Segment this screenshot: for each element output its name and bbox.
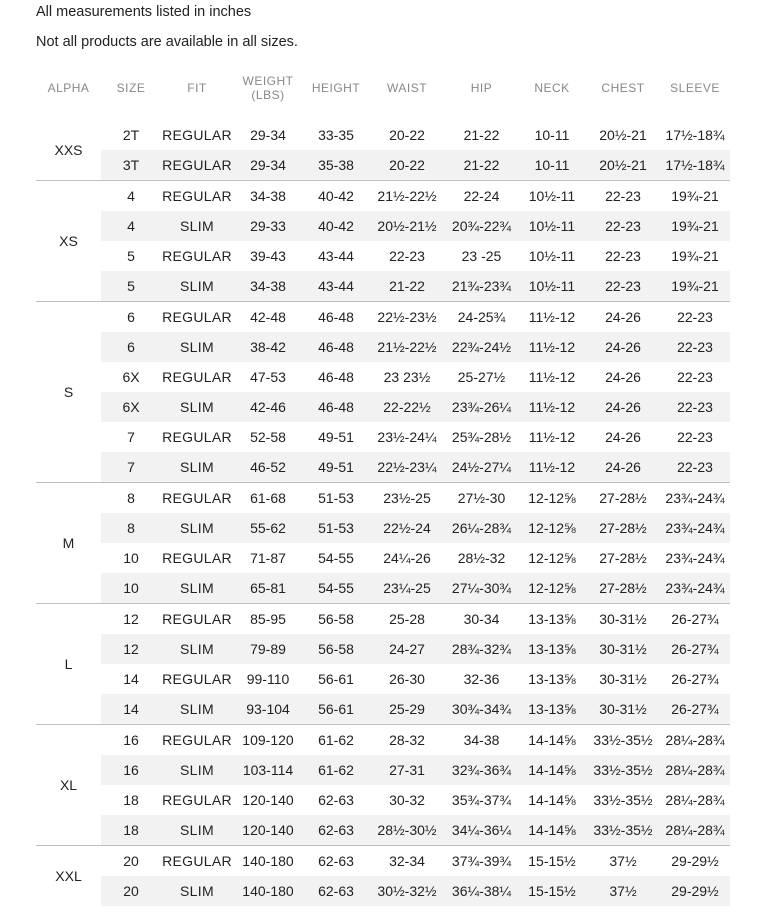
table-row (36, 573, 730, 604)
weight-cell: 38-42 (233, 332, 303, 362)
table-row (36, 755, 730, 785)
header-row (36, 70, 730, 106)
hip-cell: 28¾-32¾ (445, 634, 518, 664)
chest-cell: 27-28½ (586, 483, 660, 514)
hip-cell: 32¾-36¾ (445, 755, 518, 785)
neck-cell: 13-13⅝ (518, 694, 586, 725)
weight-cell: 99-110 (246, 671, 290, 687)
height-cell: 62-63 (303, 815, 369, 846)
size-cell: 12 (101, 604, 161, 635)
table-row (36, 120, 730, 150)
alpha-size-cell: L (36, 604, 101, 725)
sleeve-cell: 19¾-21 (660, 271, 730, 302)
height-cell: 56-58 (303, 604, 369, 635)
chest-cell: 24-26 (605, 429, 641, 445)
fit-cell: REGULAR (161, 150, 233, 181)
height-cell: 40-42 (303, 211, 369, 241)
table-row (36, 604, 730, 635)
weight-cell: 120-140 (242, 792, 294, 808)
height-cell: 54-55 (303, 573, 369, 604)
weight-cell: 65-81 (233, 573, 303, 604)
table-row (36, 211, 730, 241)
fit-cell: SLIM (161, 634, 233, 664)
weight-cell: 61-68 (233, 483, 303, 514)
table-row (36, 543, 730, 573)
waist-cell: 32-34 (369, 846, 445, 877)
sleeve-cell: 22-23 (677, 369, 713, 385)
size-cell: 20 (101, 846, 161, 877)
waist-cell: 30½-32½ (369, 876, 445, 906)
height-cell: 61-62 (303, 725, 369, 756)
size-cell: 6X (122, 369, 140, 385)
chest-cell: 33½-35½ (586, 755, 660, 785)
size-cell: 6 (101, 332, 161, 362)
chest-cell: 33½-35½ (586, 725, 660, 756)
neck-cell: 11½-12 (518, 332, 586, 362)
hip-cell: 30¾-34¾ (445, 694, 518, 725)
height-cell: 62-63 (303, 846, 369, 877)
hip-cell: 26¼-28¾ (445, 513, 518, 543)
height-cell: 56-61 (318, 671, 354, 687)
neck-cell: 10½-11 (518, 181, 586, 212)
height-cell: 43-44 (318, 248, 354, 264)
chest-cell: 33½-35½ (586, 815, 660, 846)
height-cell: 62-63 (303, 876, 369, 906)
sleeve-cell: 19¾-21 (660, 181, 730, 212)
hip-cell: 34-38 (445, 725, 518, 756)
weight-cell: 93-104 (233, 694, 303, 725)
alpha-size-cell: XL (36, 725, 101, 846)
waist-cell: 23½-25 (369, 483, 445, 514)
size-chart-table (36, 70, 730, 906)
neck-cell: 13-13⅝ (528, 671, 576, 687)
waist-cell: 22½-24 (369, 513, 445, 543)
table-row (36, 483, 730, 514)
fit-cell: REGULAR (162, 369, 232, 385)
height-cell: 51-53 (303, 513, 369, 543)
table-row (36, 513, 730, 543)
hip-cell: 24-25¾ (445, 302, 518, 333)
sleeve-cell: 26-27¾ (671, 671, 719, 687)
neck-cell: 11½-12 (518, 302, 586, 333)
neck-cell: 12-12⅝ (528, 550, 576, 566)
waist-cell: 23¼-25 (369, 573, 445, 604)
neck-cell: 14-14⅝ (518, 815, 586, 846)
hip-cell: 21-22 (463, 127, 500, 143)
waist-cell: 28-32 (369, 725, 445, 756)
neck-cell: 14-14⅝ (518, 725, 586, 756)
header-weight-unit: (LBS) (251, 88, 285, 102)
size-cell: 20 (101, 876, 161, 906)
fit-cell: REGULAR (161, 725, 233, 756)
hip-cell: 20¾-22¾ (445, 211, 518, 241)
header-height: HEIGHT (311, 81, 361, 95)
table-row (36, 422, 730, 452)
size-cell: 7 (101, 452, 161, 483)
neck-cell: 10-11 (518, 150, 586, 181)
chest-cell: 22-23 (586, 181, 660, 212)
size-cell: 6X (101, 392, 161, 422)
height-cell: 43-44 (303, 271, 369, 302)
hip-cell: 34¼-36¼ (445, 815, 518, 846)
waist-cell: 20½-21½ (369, 211, 445, 241)
hip-cell: 36¼-38¼ (445, 876, 518, 906)
table-row (36, 634, 730, 664)
hip-cell: 27½-30 (445, 483, 518, 514)
fit-cell: REGULAR (162, 248, 232, 264)
hip-cell: 25¾-28½ (451, 429, 512, 445)
header-chest: CHEST (601, 81, 645, 95)
chest-cell: 20½-21 (586, 150, 660, 181)
hip-cell: 24½-27¼ (445, 452, 518, 483)
fit-cell: SLIM (161, 755, 233, 785)
sleeve-cell: 19¾-21 (660, 211, 730, 241)
neck-cell: 10½-11 (528, 248, 576, 264)
table-row (36, 241, 730, 271)
waist-cell: 26-30 (389, 671, 425, 687)
neck-cell: 12-12⅝ (518, 573, 586, 604)
size-cell: 18 (123, 792, 139, 808)
waist-cell: 21½-22½ (369, 181, 445, 212)
weight-cell: 55-62 (233, 513, 303, 543)
sleeve-cell: 28¼-28¾ (665, 792, 725, 808)
header-weight-label: WEIGHT (242, 74, 294, 88)
alpha-size-cell: XXS (36, 120, 101, 181)
height-cell: 35-38 (303, 150, 369, 181)
table-row (36, 150, 730, 181)
fit-cell: SLIM (161, 815, 233, 846)
weight-cell: 42-46 (233, 392, 303, 422)
chest-cell: 30-31½ (586, 604, 660, 635)
chest-cell: 30-31½ (599, 671, 647, 687)
height-cell: 46-48 (303, 302, 369, 333)
size-cell: 14 (123, 671, 139, 687)
weight-cell: 109-120 (233, 725, 303, 756)
hip-cell: 22¾-24½ (445, 332, 518, 362)
fit-cell: REGULAR (162, 792, 232, 808)
fit-cell: REGULAR (162, 429, 232, 445)
header-waist: WAIST (386, 81, 428, 95)
weight-cell: 71-87 (250, 550, 286, 566)
table-row (36, 181, 730, 212)
table-row (36, 452, 730, 483)
size-cell: 4 (101, 181, 161, 212)
weight-cell: 85-95 (233, 604, 303, 635)
fit-cell: REGULAR (162, 550, 232, 566)
table-row (36, 362, 730, 392)
fit-cell: SLIM (161, 392, 233, 422)
sleeve-cell: 22-23 (660, 392, 730, 422)
table-row (36, 271, 730, 302)
chest-cell: 24-26 (605, 369, 641, 385)
table-row (36, 664, 730, 694)
height-cell: 51-53 (303, 483, 369, 514)
size-cell: 18 (101, 815, 161, 846)
fit-cell: REGULAR (161, 302, 233, 333)
alpha-size-cell: XS (36, 181, 101, 302)
sleeve-cell: 28¼-28¾ (660, 725, 730, 756)
sleeve-cell: 28¼-28¾ (660, 815, 730, 846)
measurement-note: All measurements listed in inches (36, 4, 252, 20)
chest-cell: 22-23 (586, 271, 660, 302)
waist-cell: 22½-23¼ (369, 452, 445, 483)
hip-cell: 23 -25 (461, 248, 502, 264)
height-cell: 56-58 (303, 634, 369, 664)
weight-cell: 39-43 (250, 248, 286, 264)
neck-cell: 12-12⅝ (518, 513, 586, 543)
weight-cell: 42-48 (233, 302, 303, 333)
table-row (36, 332, 730, 362)
waist-cell: 23½-24¼ (377, 429, 437, 445)
chest-cell: 27-28½ (586, 513, 660, 543)
sleeve-cell: 26-27¾ (660, 634, 730, 664)
fit-cell: REGULAR (161, 181, 233, 212)
height-cell: 61-62 (303, 755, 369, 785)
fit-cell: SLIM (161, 694, 233, 725)
table-row (36, 846, 730, 877)
waist-cell: 25-28 (369, 604, 445, 635)
table-row (36, 876, 730, 906)
weight-cell: 120-140 (233, 815, 303, 846)
sleeve-cell: 22-23 (677, 429, 713, 445)
neck-cell: 10½-11 (518, 271, 586, 302)
header-weight (233, 70, 303, 106)
weight-cell: 79-89 (233, 634, 303, 664)
sleeve-cell: 26-27¾ (660, 694, 730, 725)
height-cell: 56-61 (303, 694, 369, 725)
size-cell: 16 (101, 725, 161, 756)
fit-cell: SLIM (161, 452, 233, 483)
sleeve-cell: 22-23 (660, 452, 730, 483)
table-row (36, 815, 730, 846)
waist-cell: 24¼-26 (383, 550, 431, 566)
size-cell: 4 (101, 211, 161, 241)
weight-cell: 140-180 (233, 876, 303, 906)
neck-cell: 11½-12 (528, 369, 576, 385)
size-cell: 10 (123, 550, 139, 566)
alpha-size-cell: XXL (36, 846, 101, 907)
chest-cell: 27-28½ (586, 573, 660, 604)
neck-cell: 14-14⅝ (518, 755, 586, 785)
chest-cell: 30-31½ (586, 694, 660, 725)
chest-cell: 22-23 (605, 248, 641, 264)
waist-cell: 20-22 (389, 127, 425, 143)
chest-cell: 30-31½ (586, 634, 660, 664)
header-hip: HIP (470, 81, 493, 95)
weight-cell: 103-114 (233, 755, 303, 785)
chest-cell: 37½ (586, 846, 660, 877)
size-cell: 8 (101, 483, 161, 514)
height-cell: 46-48 (318, 369, 354, 385)
weight-cell: 52-58 (250, 429, 286, 445)
size-cell: 7 (127, 429, 135, 445)
fit-cell: REGULAR (161, 846, 233, 877)
sleeve-cell: 17½-18¾ (660, 150, 730, 181)
hip-cell: 37¾-39¾ (445, 846, 518, 877)
header-fit: FIT (187, 81, 207, 95)
hip-cell: 32-36 (463, 671, 500, 687)
fit-cell: SLIM (161, 513, 233, 543)
fit-cell: REGULAR (161, 604, 233, 635)
neck-cell: 15-15½ (518, 846, 586, 877)
fit-cell: SLIM (161, 573, 233, 604)
waist-cell: 30-32 (389, 792, 425, 808)
chest-cell: 37½ (586, 876, 660, 906)
chest-cell: 24-26 (586, 302, 660, 333)
waist-cell: 20-22 (369, 150, 445, 181)
sleeve-cell: 29-29½ (660, 876, 730, 906)
weight-cell: 29-34 (250, 127, 286, 143)
waist-cell: 28½-30½ (369, 815, 445, 846)
weight-cell: 140-180 (233, 846, 303, 877)
neck-cell: 15-15½ (518, 876, 586, 906)
height-cell: 46-48 (303, 392, 369, 422)
size-cell: 10 (101, 573, 161, 604)
chest-cell: 33½-35½ (593, 792, 653, 808)
waist-cell: 27-31 (369, 755, 445, 785)
sleeve-cell: 28¼-28¾ (660, 755, 730, 785)
size-cell: 5 (101, 271, 161, 302)
hip-cell: 23¾-26¼ (445, 392, 518, 422)
hip-cell: 28½-32 (457, 550, 506, 566)
hip-cell: 30-34 (445, 604, 518, 635)
chest-cell: 22-23 (586, 211, 660, 241)
height-cell: 46-48 (303, 332, 369, 362)
weight-cell: 46-52 (233, 452, 303, 483)
fit-cell: SLIM (161, 332, 233, 362)
hip-cell: 27¼-30¾ (445, 573, 518, 604)
table-row (36, 785, 730, 815)
table-row (36, 725, 730, 756)
weight-cell: 34-38 (233, 271, 303, 302)
hip-cell: 21¾-23¾ (445, 271, 518, 302)
fit-cell: REGULAR (162, 671, 232, 687)
hip-cell: 21-22 (445, 150, 518, 181)
chest-cell: 27-28½ (599, 550, 647, 566)
neck-cell: 13-13⅝ (518, 604, 586, 635)
size-cell: 3T (101, 150, 161, 181)
size-cell: 12 (101, 634, 161, 664)
fit-cell: REGULAR (161, 483, 233, 514)
alpha-size-cell: S (36, 302, 101, 483)
waist-cell: 22½-23½ (369, 302, 445, 333)
chest-cell: 20½-21 (599, 127, 647, 143)
neck-cell: 10½-11 (518, 211, 586, 241)
neck-cell: 13-13⅝ (518, 634, 586, 664)
size-cell: 5 (127, 248, 135, 264)
fit-cell: SLIM (161, 271, 233, 302)
sleeve-cell: 23¾-24¾ (660, 573, 730, 604)
sleeve-cell: 23¾-24¾ (665, 550, 725, 566)
waist-cell: 24-27 (369, 634, 445, 664)
size-chart-body (36, 120, 730, 906)
hip-cell: 25-27½ (457, 369, 506, 385)
weight-cell: 29-34 (233, 150, 303, 181)
table-row (36, 694, 730, 725)
sleeve-cell: 19¾-21 (671, 248, 719, 264)
hip-cell: 22-24 (445, 181, 518, 212)
header-size: SIZE (116, 81, 146, 95)
chest-cell: 24-26 (586, 452, 660, 483)
hip-cell: 35¾-37¾ (451, 792, 512, 808)
weight-cell: 47-53 (250, 369, 286, 385)
height-cell: 49-51 (318, 429, 354, 445)
neck-cell: 14-14⅝ (528, 792, 576, 808)
fit-cell: REGULAR (162, 127, 232, 143)
waist-cell: 22-22½ (369, 392, 445, 422)
neck-cell: 11½-12 (518, 392, 586, 422)
header-alpha: ALPHA (47, 81, 90, 95)
height-cell: 54-55 (318, 550, 354, 566)
table-row (36, 392, 730, 422)
neck-cell: 11½-12 (518, 452, 586, 483)
size-cell: 16 (101, 755, 161, 785)
height-cell: 49-51 (303, 452, 369, 483)
waist-cell: 22-23 (389, 248, 425, 264)
sleeve-cell: 23¾-24¾ (660, 513, 730, 543)
height-cell: 40-42 (303, 181, 369, 212)
sleeve-cell: 29-29½ (660, 846, 730, 877)
alpha-size-cell: M (36, 483, 101, 604)
neck-cell: 12-12⅝ (518, 483, 586, 514)
sleeve-cell: 26-27¾ (660, 604, 730, 635)
header-sleeve: SLEEVE (670, 81, 720, 95)
height-cell: 33-35 (318, 127, 354, 143)
chest-cell: 24-26 (586, 392, 660, 422)
size-cell: 6 (101, 302, 161, 333)
fit-cell: SLIM (161, 211, 233, 241)
size-cell: 2T (122, 127, 140, 143)
waist-cell: 23 23½ (383, 369, 431, 385)
sleeve-cell: 22-23 (660, 332, 730, 362)
waist-cell: 25-29 (369, 694, 445, 725)
header-neck: NECK (534, 81, 570, 95)
neck-cell: 11½-12 (528, 429, 576, 445)
sleeve-cell: 17½-18¾ (665, 127, 725, 143)
availability-note: Not all products are available in all sizes. (36, 34, 298, 50)
height-cell: 62-63 (318, 792, 354, 808)
waist-cell: 21½-22½ (369, 332, 445, 362)
weight-cell: 34-38 (233, 181, 303, 212)
fit-cell: SLIM (161, 876, 233, 906)
table-row (36, 302, 730, 333)
waist-cell: 21-22 (369, 271, 445, 302)
chest-cell: 24-26 (586, 332, 660, 362)
neck-cell: 10-11 (534, 127, 570, 143)
sleeve-cell: 23¾-24¾ (660, 483, 730, 514)
weight-cell: 29-33 (233, 211, 303, 241)
size-cell: 14 (101, 694, 161, 725)
sleeve-cell: 22-23 (660, 302, 730, 333)
size-cell: 8 (101, 513, 161, 543)
